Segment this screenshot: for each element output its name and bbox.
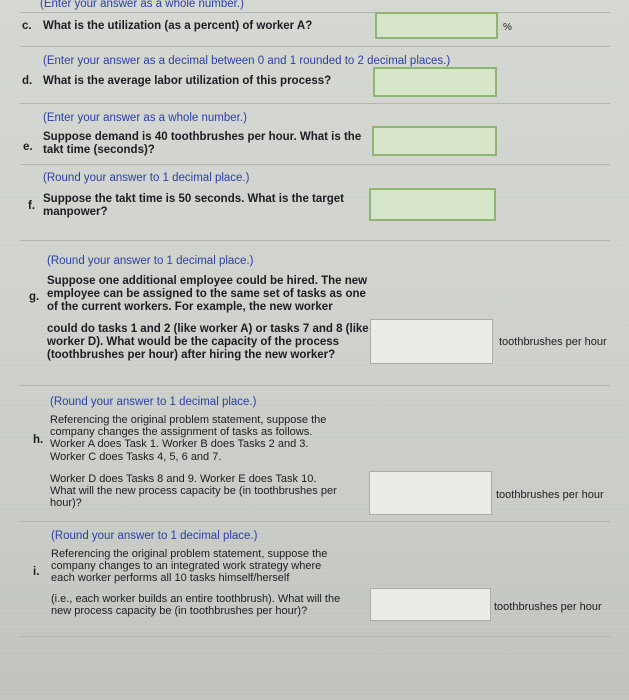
question-text: hour)?: [50, 497, 82, 509]
answer-input-i[interactable]: [370, 588, 491, 621]
question-letter: d.: [22, 75, 33, 87]
question-text: Referencing the original problem statement, suppose the: [51, 548, 328, 560]
answer-input-e[interactable]: [372, 126, 497, 156]
question-text: each worker performs all 10 tasks himself/herself: [51, 572, 290, 584]
question-text: new process capacity be (in toothbrushes per hour)?: [51, 605, 308, 617]
question-text: What will the new process capacity be (in toothbrushes per: [50, 485, 337, 497]
question-letter: e.: [23, 141, 33, 153]
answer-input-f[interactable]: [369, 188, 496, 221]
divider: [20, 46, 610, 47]
question-letter: g.: [29, 291, 40, 303]
answer-format-note: (Enter your answer as a whole number.): [40, 0, 244, 10]
answer-format-note: (Round your answer to 1 decimal place.): [51, 530, 258, 542]
divider: [20, 12, 610, 13]
divider: [20, 240, 610, 241]
answer-format-note: (Round your answer to 1 decimal place.): [43, 172, 250, 184]
unit-label: toothbrushes per hour: [499, 336, 607, 348]
question-letter: i.: [33, 566, 40, 578]
question-letter: f.: [28, 200, 36, 212]
question-text: takt time (seconds)?: [43, 144, 155, 156]
divider: [20, 103, 610, 104]
answer-input-c[interactable]: [375, 12, 498, 39]
question-text: could do tasks 1 and 2 (like worker A) or tasks 7 and 8 (like: [47, 323, 369, 335]
question-text: manpower?: [43, 206, 108, 218]
question-text: Suppose one additional employee could be hired. The new: [47, 275, 368, 287]
answer-input-d[interactable]: [373, 67, 497, 97]
question-text: (toothbrushes per hour) after hiring the new worker?: [47, 349, 336, 361]
question-text: Worker A does Task 1. Worker B does Tasks 2 and 3.: [50, 438, 309, 450]
question-text: Suppose the takt time is 50 seconds. What is the target: [43, 193, 344, 205]
question-letter: c.: [22, 20, 32, 32]
answer-format-note: (Round your answer to 1 decimal place.): [47, 255, 254, 267]
question-text: Referencing the original problem statement, suppose the: [50, 414, 327, 426]
divider: [20, 385, 610, 386]
unit-label: toothbrushes per hour: [494, 601, 602, 613]
divider: [20, 521, 610, 522]
unit-label: toothbrushes per hour: [496, 489, 604, 501]
question-text: What is the utilization (as a percent) of worker A?: [43, 20, 313, 32]
question-text: Suppose demand is 40 toothbrushes per hour. What is the: [43, 131, 362, 143]
unit-label: %: [503, 22, 512, 33]
answer-format-note: (Round your answer to 1 decimal place.): [50, 396, 257, 408]
question-text: Worker D does Tasks 8 and 9. Worker E does Task 10.: [50, 473, 317, 485]
answer-input-h[interactable]: [369, 471, 492, 515]
question-text: company changes the assignment of tasks as follows.: [50, 426, 313, 438]
question-text: Worker C does Tasks 4, 5, 6 and 7.: [50, 451, 222, 463]
question-letter: h.: [33, 434, 44, 446]
answer-format-note: (Enter your answer as a decimal between 0 and 1 rounded to 2 decimal places.): [43, 55, 451, 67]
answer-format-note: (Enter your answer as a whole number.): [43, 112, 247, 124]
question-text: of the current workers. For example, the new worker: [47, 301, 333, 313]
question-text: employee can be assigned to the same set of tasks as one: [47, 288, 366, 300]
question-text: company changes to an integrated work strategy where: [51, 560, 322, 572]
question-text: What is the average labor utilization of this process?: [43, 75, 332, 87]
divider: [20, 636, 610, 637]
divider: [20, 164, 610, 165]
question-text: worker D). What would be the capacity of the process: [47, 336, 340, 348]
answer-input-g[interactable]: [370, 319, 493, 364]
question-text: (i.e., each worker builds an entire toothbrush). What will the: [51, 593, 341, 605]
